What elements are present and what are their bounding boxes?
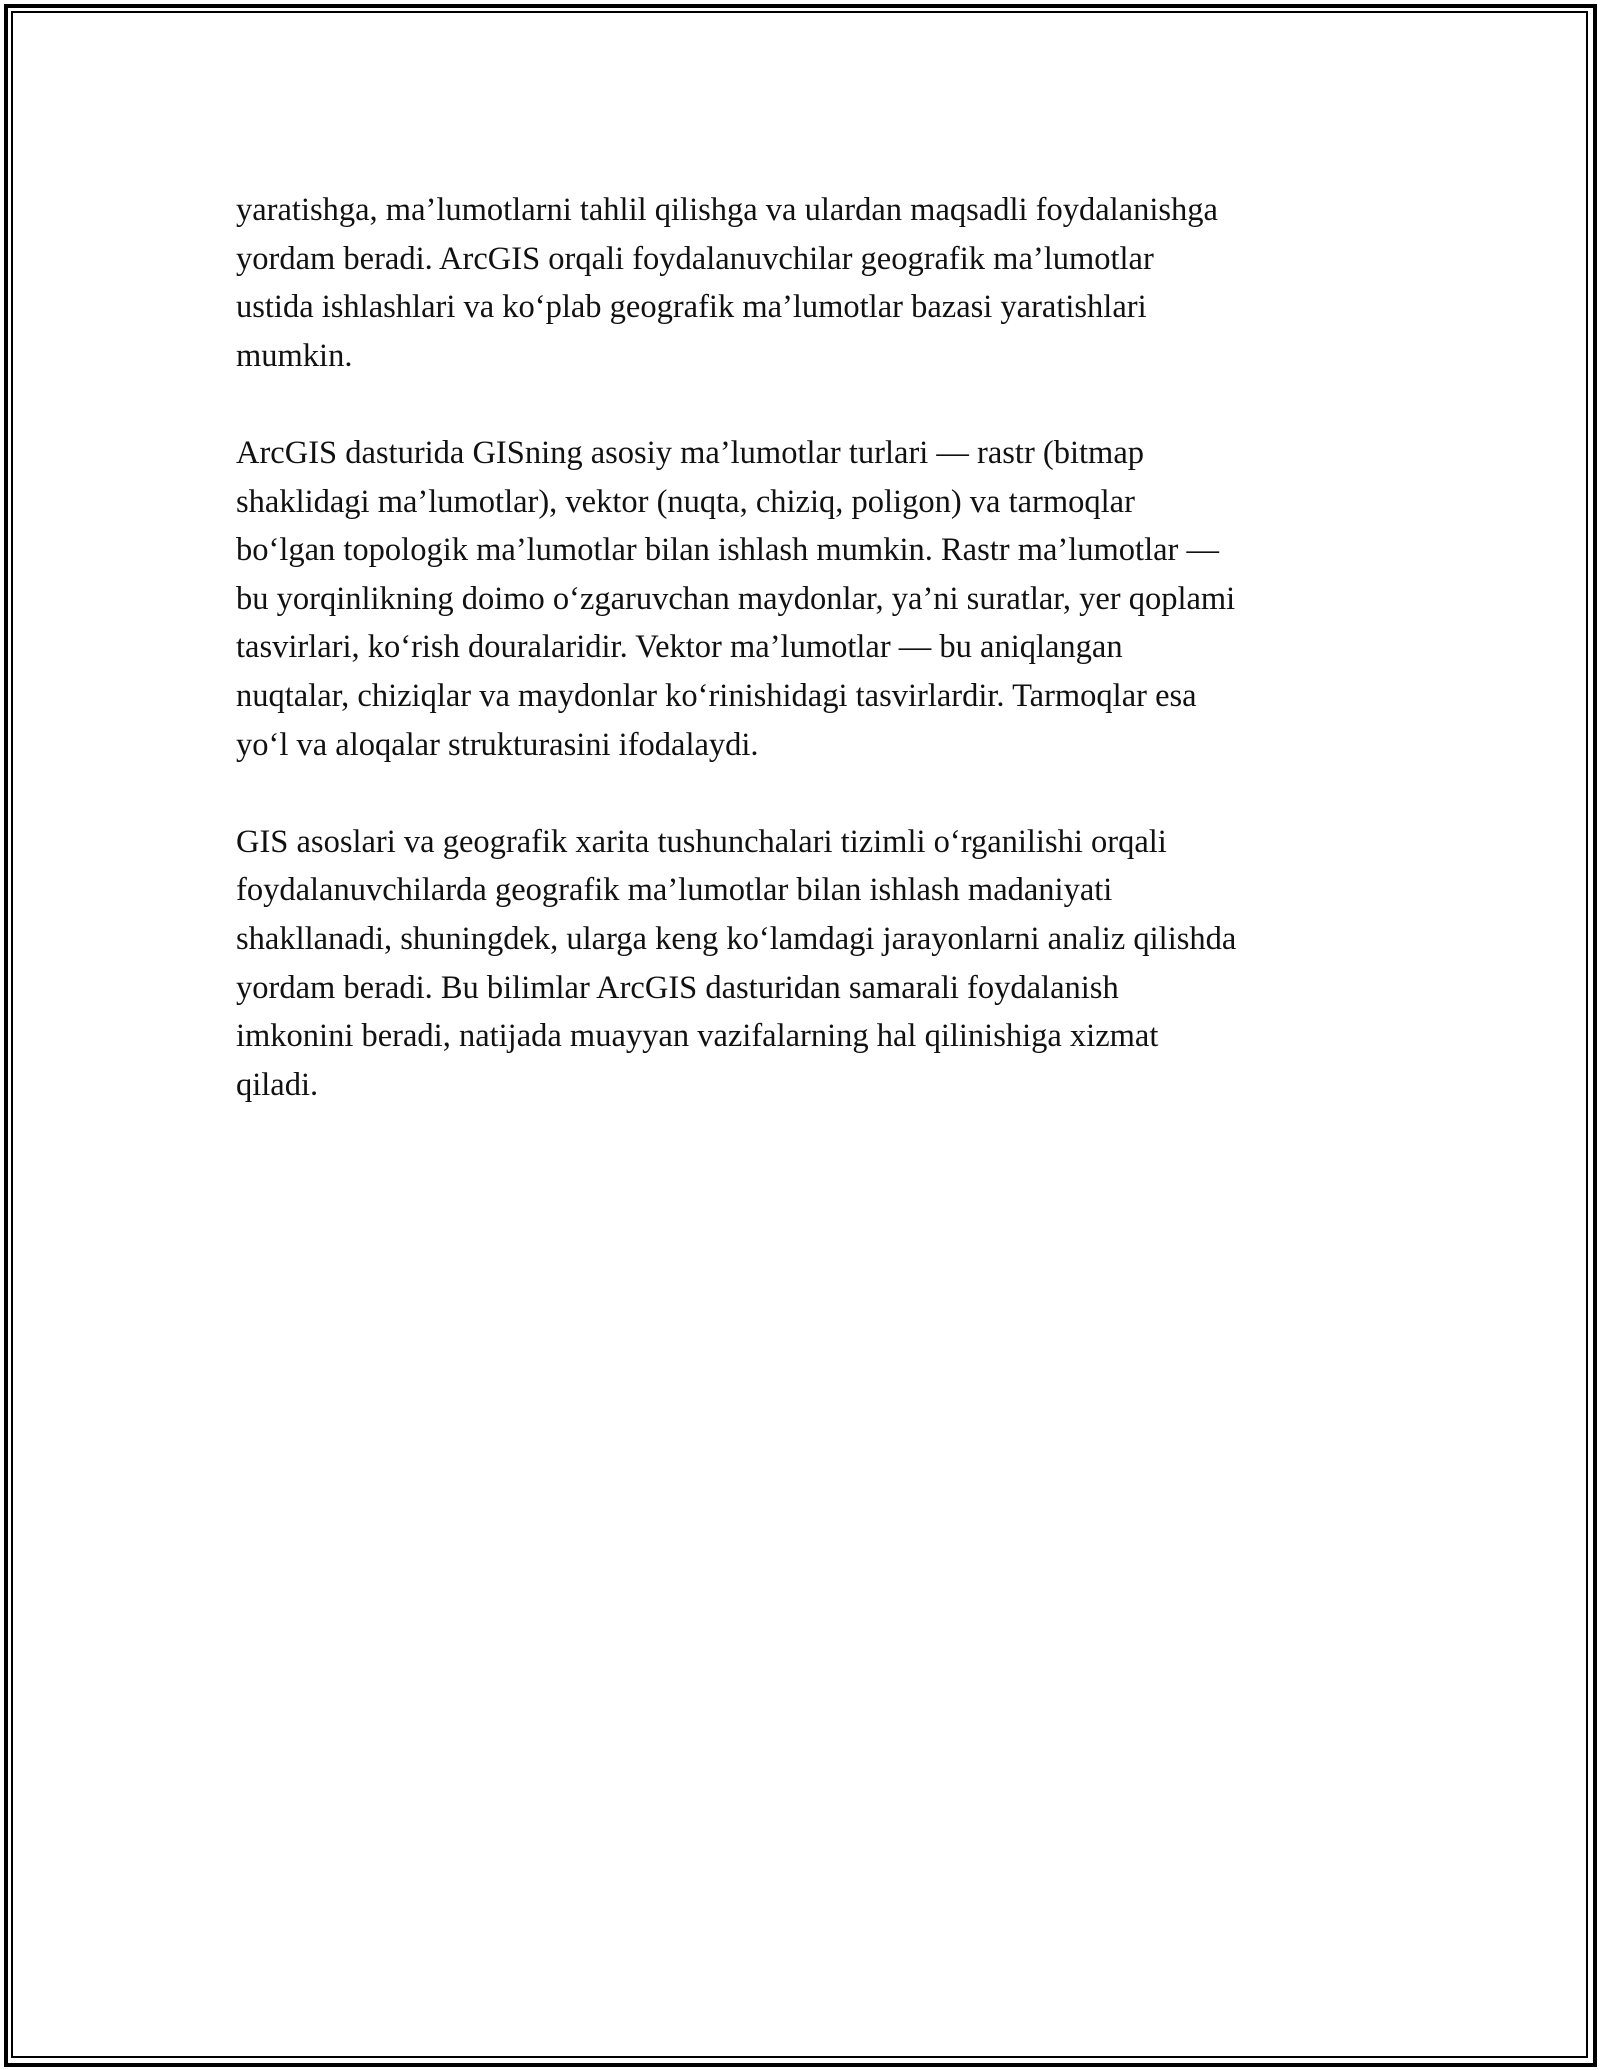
paragraph-3 bbox=[236, 818, 1386, 1110]
text-line: foydalanuvchilarda geografik ma’lumotlar bilan ishlash madaniyati bbox=[236, 872, 1113, 909]
text-line: shaklidagi ma’lumotlar), vektor (nuqta, chiziq, poligon) va tarmoqlar bbox=[236, 483, 1135, 520]
text-line: mumkin. bbox=[236, 337, 353, 374]
text-line: ustida ishlashlari va ko‘plab geografik ma’lumotlar bazasi yaratishlari bbox=[236, 289, 1147, 326]
text-line: shakllanadi, shuningdek, ularga keng ko‘lamdagi jarayonlarni analiz qilishda bbox=[236, 920, 1237, 957]
text-line: yordam beradi. Bu bilimlar ArcGIS dasturidan samarali foydalanish bbox=[236, 969, 1119, 1006]
document-body bbox=[236, 186, 1386, 1158]
text-line: imkonini beradi, natijada muayyan vazifalarning hal qilinishiga xizmat bbox=[236, 1018, 1159, 1055]
text-line: tasvirlari, ko‘rish douralaridir. Vektor ma’lumotlar — bu aniqlangan bbox=[236, 629, 1123, 666]
text-line: yo‘l va aloqalar strukturasini ifodalaydi. bbox=[236, 726, 759, 763]
text-line: bu yorqinlikning doimo o‘zgaruvchan maydonlar, ya’ni suratlar, yer qoplami bbox=[236, 580, 1236, 617]
paragraph-1 bbox=[236, 186, 1386, 380]
paragraph-2 bbox=[236, 429, 1386, 769]
text-line: qiladi. bbox=[236, 1066, 319, 1103]
text-line: yordam beradi. ArcGIS orqali foydalanuvchilar geografik ma’lumotlar bbox=[236, 240, 1154, 277]
text-line: nuqtalar, chiziqlar va maydonlar ko‘rinishidagi tasvirlardir. Tarmoqlar esa bbox=[236, 677, 1197, 714]
text-line: yaratishga, ma’lumotlarni tahlil qilishga va ulardan maqsadli foydalanishga bbox=[236, 192, 1218, 228]
text-line: GIS asoslari va geografik xarita tushunchalari tizimli o‘rganilishi orqali bbox=[236, 823, 1167, 860]
text-line: ArcGIS dasturida GISning asosiy ma’lumotlar turlari — rastr (bitmap bbox=[236, 434, 1145, 471]
text-line: bo‘lgan topologik ma’lumotlar bilan ishlash mumkin. Rastr ma’lumotlar — bbox=[236, 532, 1219, 569]
